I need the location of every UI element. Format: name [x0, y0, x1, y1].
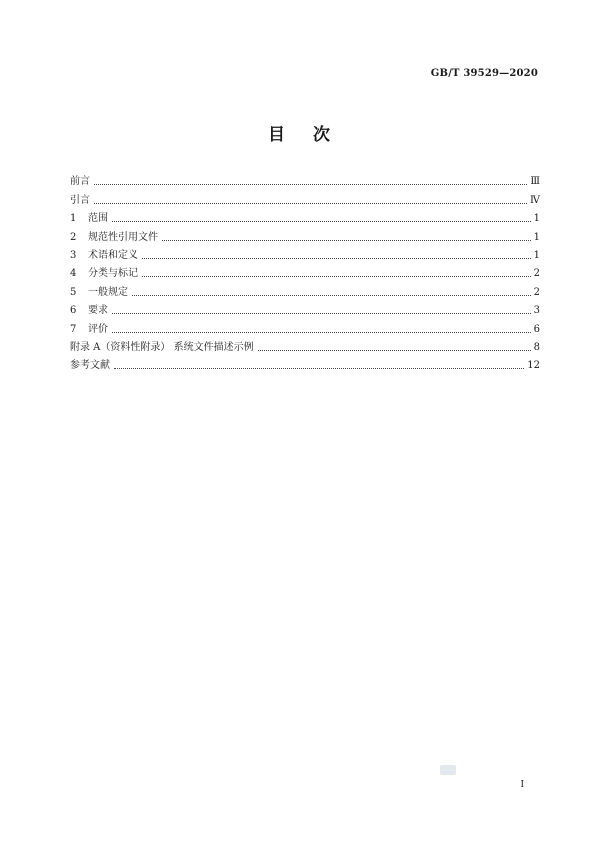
- toc-entry-page: 2: [533, 286, 540, 298]
- toc-entry-number: 3: [70, 249, 77, 261]
- toc-entry-requirements[interactable]: [70, 299, 540, 317]
- toc-entry-foreword[interactable]: [70, 170, 540, 188]
- toc-entry-page: Ⅳ: [530, 194, 540, 206]
- toc-entry-text: 一般规定: [88, 286, 128, 298]
- toc-entry-text: 参考文献: [70, 360, 110, 372]
- toc-leader-dots: [112, 332, 531, 333]
- toc-leader-dots: [112, 313, 531, 314]
- toc-entry-appendix-a[interactable]: [70, 336, 540, 354]
- watermark-mark: [440, 765, 456, 775]
- toc-entry-scope[interactable]: [70, 207, 540, 225]
- toc-entry-classification-marking[interactable]: [70, 262, 540, 280]
- toc-entry-text: 要求: [88, 305, 108, 317]
- toc-entry-page: 1: [533, 249, 540, 261]
- toc-entry-page: 1: [533, 231, 540, 243]
- toc-entry-general-provisions[interactable]: [70, 280, 540, 298]
- toc-leader-dots: [142, 258, 531, 259]
- toc-entry-number: 6: [70, 305, 77, 317]
- toc-leader-dots: [114, 368, 524, 369]
- page-number: I: [520, 780, 524, 790]
- toc-entry-page: 2: [533, 268, 540, 280]
- toc-entry-page: 12: [527, 360, 540, 372]
- toc-title-part1: 目: [268, 125, 287, 145]
- toc-entry-page: 3: [533, 305, 540, 317]
- toc-entry-text: 附录 A（资料性附录） 系统文件描述示例: [70, 341, 254, 353]
- toc-entry-text: 规范性引用文件: [88, 231, 158, 243]
- toc-entry-text: 引言: [70, 194, 90, 206]
- toc-entry-number: 2: [70, 231, 77, 243]
- toc-title-part2: 次: [313, 125, 332, 145]
- toc-leader-dots: [94, 184, 527, 185]
- toc-leader-dots: [142, 276, 531, 277]
- toc-entry-text: 前言: [70, 176, 90, 188]
- toc-entry-text: 分类与标记: [88, 268, 138, 280]
- toc-entry-page: 1: [533, 213, 540, 225]
- toc-entry-text: 评价: [88, 323, 108, 335]
- toc-entry-bibliography[interactable]: [70, 354, 540, 372]
- toc-entry-page: 6: [533, 323, 540, 335]
- toc-entry-evaluation[interactable]: [70, 317, 540, 335]
- toc-entry-number: 5: [70, 286, 77, 298]
- toc-leader-dots: [132, 295, 531, 296]
- toc-leader-dots: [258, 350, 531, 351]
- toc-list: [70, 170, 540, 372]
- toc-entry-normative-references[interactable]: [70, 225, 540, 243]
- toc-leader-dots: [112, 221, 531, 222]
- toc-leader-dots: [162, 240, 531, 241]
- toc-entry-number: 1: [70, 213, 77, 225]
- toc-entry-introduction[interactable]: [70, 188, 540, 206]
- toc-entry-number: 7: [70, 323, 77, 335]
- toc-entry-text: 范围: [88, 213, 108, 225]
- toc-entry-terms-definitions[interactable]: [70, 244, 540, 262]
- toc-entry-text: 术语和定义: [88, 249, 138, 261]
- toc-leader-dots: [94, 203, 527, 204]
- toc-title: [0, 120, 600, 145]
- toc-entry-number: 4: [70, 268, 77, 280]
- toc-entry-page: Ⅲ: [530, 176, 540, 188]
- toc-entry-page: 8: [533, 341, 540, 353]
- standard-code: GB/T 39529—2020: [430, 68, 538, 79]
